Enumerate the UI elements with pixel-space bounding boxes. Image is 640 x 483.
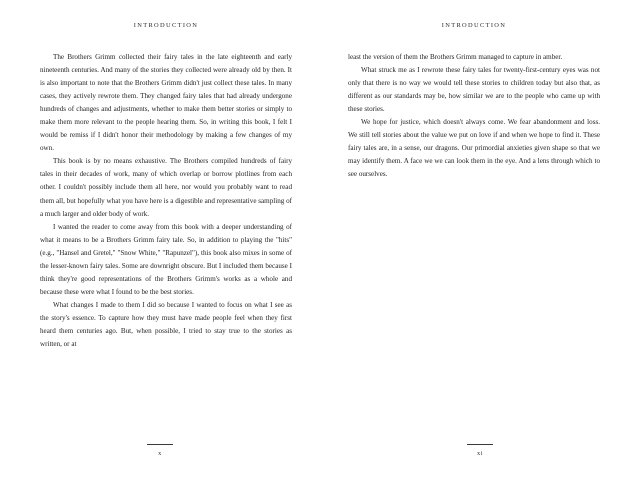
running-head-left: INTRODUCTION xyxy=(133,22,199,29)
body-text-right xyxy=(348,51,600,181)
folio-block-left xyxy=(0,444,320,457)
paragraph: What struck me as I rewrote these fairy tales for twenty-first-century eyes was not only that there is no way we would tell these stories to children today but also that, as different as our standards may be, how similar we are to the people who came up with these stories. xyxy=(348,66,600,114)
page-number-right: xi xyxy=(476,450,483,457)
paragraph: This book is by no means exhaustive. The Brothers compiled hundreds of fairy tales in their decades of work, many of which overlap or borrow plotlines from each other. I couldn't possibly include them all here, nor would you probably want to read them all, but hopefully what you have here is a digestible and representative sampling of a much larger and older body of work. xyxy=(40,157,292,218)
paragraph: We hope for justice, which doesn't always come. We fear abandonment and loss. We still tell stories about the value we put on love if and when we hope to find it. These fairy tales are, in a sense, our dragons. Our primordial anxieties given shape so that we may identify them. A face we we can look them in the eye. And a lens through which to see ourselves. xyxy=(348,118,600,179)
paragraph: The Brothers Grimm collected their fairy tales in the late eighteenth and early nineteenth centuries. And many of the stories they collected were already old by then. It is also important to note that the Brothers Grimm didn't just collect these tales. In many cases, they actively rewrote them. They changed fairy tales that had already undergone hundreds of changes and adjustments, whether to make them better stories or simply to make them more relevant to the people hearing them. So, in writing this book, I felt I would be remiss if I didn't honor their methodology by making a few changes of my own. xyxy=(40,53,292,153)
folio-rule xyxy=(467,444,493,445)
paragraph: I wanted the reader to come away from this book with a deeper understanding of what it means to be a Brothers Grimm fairy tale. So, in addition to playing the "hits" (e.g., "Hansel and Gretel," "Snow White," "Rapunzel"), this book also mixes in some of the lesser-known fairy tales. Some are downright obscure. But I included them because I think they're good representations of the Brothers Grimm's works as a whole and because these were what I found to be the best stories. xyxy=(40,222,292,296)
paragraph: What changes I made to them I did so because I wanted to focus on what I see as the story's essence. To capture how they must have made people feel when they first heard them centuries ago. But, when possible, I tried to stay true to the stories as written, or at xyxy=(40,300,292,349)
page-right xyxy=(320,0,640,483)
folio-rule xyxy=(147,444,173,445)
body-text-left xyxy=(40,51,292,351)
folio-block-right xyxy=(320,444,640,457)
paragraph: least the version of them the Brothers Grimm managed to capture in amber. xyxy=(348,53,563,61)
page-number-left: x xyxy=(158,450,162,457)
running-head-right: INTRODUCTION xyxy=(441,22,507,29)
